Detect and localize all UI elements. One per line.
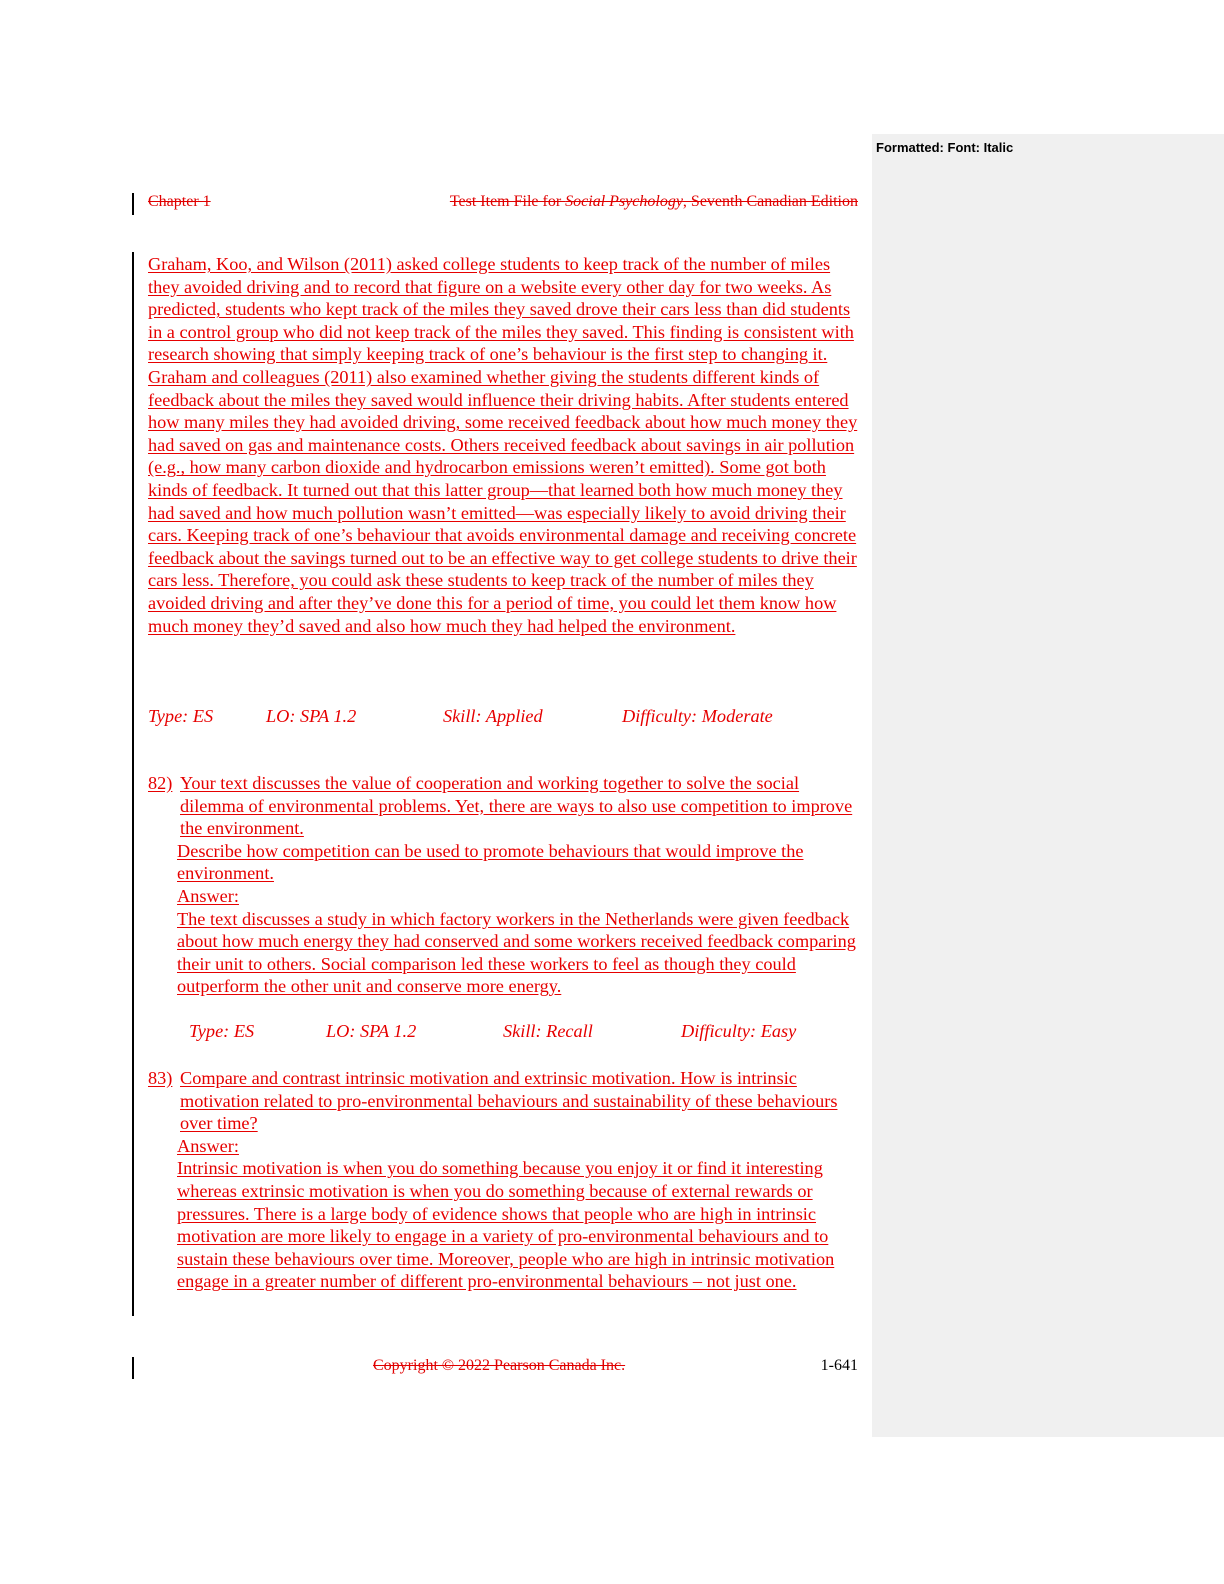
meta-skill: Skill: Applied — [443, 706, 543, 726]
answer-text: Intrinsic motivation is when you do something because you enjoy it or find it interesting whereas extrinsic motivation is when you do something because of external rewards or pressures. There is a large body of evidence shows that people who are high in intrinsic motivation are more likely to engage in a variety of pro-environmental behaviours and to sustain these behaviours over time. Moreover, people who are high in intrinsic motivation engage in a greater number of different pro-environmental behaviours – not just one. — [177, 1158, 835, 1292]
meta-difficulty: Difficulty: Moderate — [622, 706, 773, 726]
meta-lo: LO: SPA 1.2 — [266, 706, 357, 726]
question-83 — [148, 1067, 860, 1293]
meta-difficulty: Difficulty: Easy — [681, 1021, 797, 1041]
question-stem: Compare and contrast intrinsic motivation and extrinsic motivation. How is intrinsic motivation related to pro-environmental behaviours and sustainability of these behaviours over time? — [180, 1068, 838, 1134]
copyright: Copyright © 2022 Pearson Canada Inc. — [373, 1357, 626, 1374]
change-bar-header — [132, 193, 134, 215]
header-title: Test Item File for Social Psychology, Seventh Canadian Edition — [449, 193, 858, 210]
question-number: 82) — [148, 773, 173, 793]
change-bar-body — [132, 252, 134, 1316]
comment-pane — [872, 134, 1224, 1437]
answer-text: The text discusses a study in which factory workers in the Netherlands were given feedback about how much energy they had conserved and some workers received feedback comparing their unit to others. Social comparison led these workers to feel as though they could outperform the other unit and conserve more energy. — [177, 908, 856, 997]
page-number: 1-641 — [820, 1357, 858, 1374]
question-stem: Your text discusses the value of cooperation and working together to solve the social dilemma of environmental problems. Yet, there are ways to also use competition to improve the environment. — [180, 773, 853, 839]
answer-81: Graham, Koo, and Wilson (2011) asked college students to keep track of the number of miles they avoided driving and to record that figure on a website every other day for two weeks. As predicted, students who kept track of the miles they saved drove their cars less than did students in a control group who did not keep track of the miles they saved. This finding is consistent with research showing that simply keeping track of one’s behaviour is the first step to changing it. Graham and colleagues (2011) also examined whether giving the students different kinds of feedback about the miles they saved would influence their driving habits. After students entered how many miles they had avoided driving, some received feedback about how much money they had saved on gas and maintenance costs. Others received feedback about savings in air pollution (e.g., how many carbon dioxide and hydrocarbon emissions weren’t emitted). Some got both kinds of feedback. It turned out that this latter group—that learned both how much money they had saved and how much pollution wasn’t emitted—was especially likely to avoid driving their cars. Keeping track of one’s behaviour that avoids environmental damage and receiving concrete feedback about the savings turned out to be an effective way to get college students to drive their cars less. Therefore, you could ask these students to keep track of the number of miles they avoided driving and after they’ve done this for a period of time, you could let them know how much money they’d saved and also how much they had helped the environment. — [148, 254, 858, 636]
question-prompt: Describe how competition can be used to promote behaviours that would improve the environment. — [177, 840, 804, 884]
answer-label: Answer: — [177, 885, 239, 906]
page-header — [148, 193, 858, 211]
meta-type: Type: ES — [148, 706, 214, 726]
question-number: 83) — [148, 1068, 173, 1088]
comment-title: Formatted: Font: Italic — [876, 140, 1014, 155]
answer-label: Answer: — [177, 1135, 239, 1156]
question-82 — [148, 772, 860, 998]
change-bar-footer — [132, 1357, 134, 1379]
meta-type: Type: ES — [189, 1021, 255, 1041]
meta-skill: Skill: Recall — [503, 1021, 593, 1041]
header-chapter: Chapter 1 — [148, 193, 211, 210]
meta-81 — [148, 706, 773, 727]
meta-82 — [189, 1021, 796, 1042]
meta-lo: LO: SPA 1.2 — [326, 1021, 417, 1041]
